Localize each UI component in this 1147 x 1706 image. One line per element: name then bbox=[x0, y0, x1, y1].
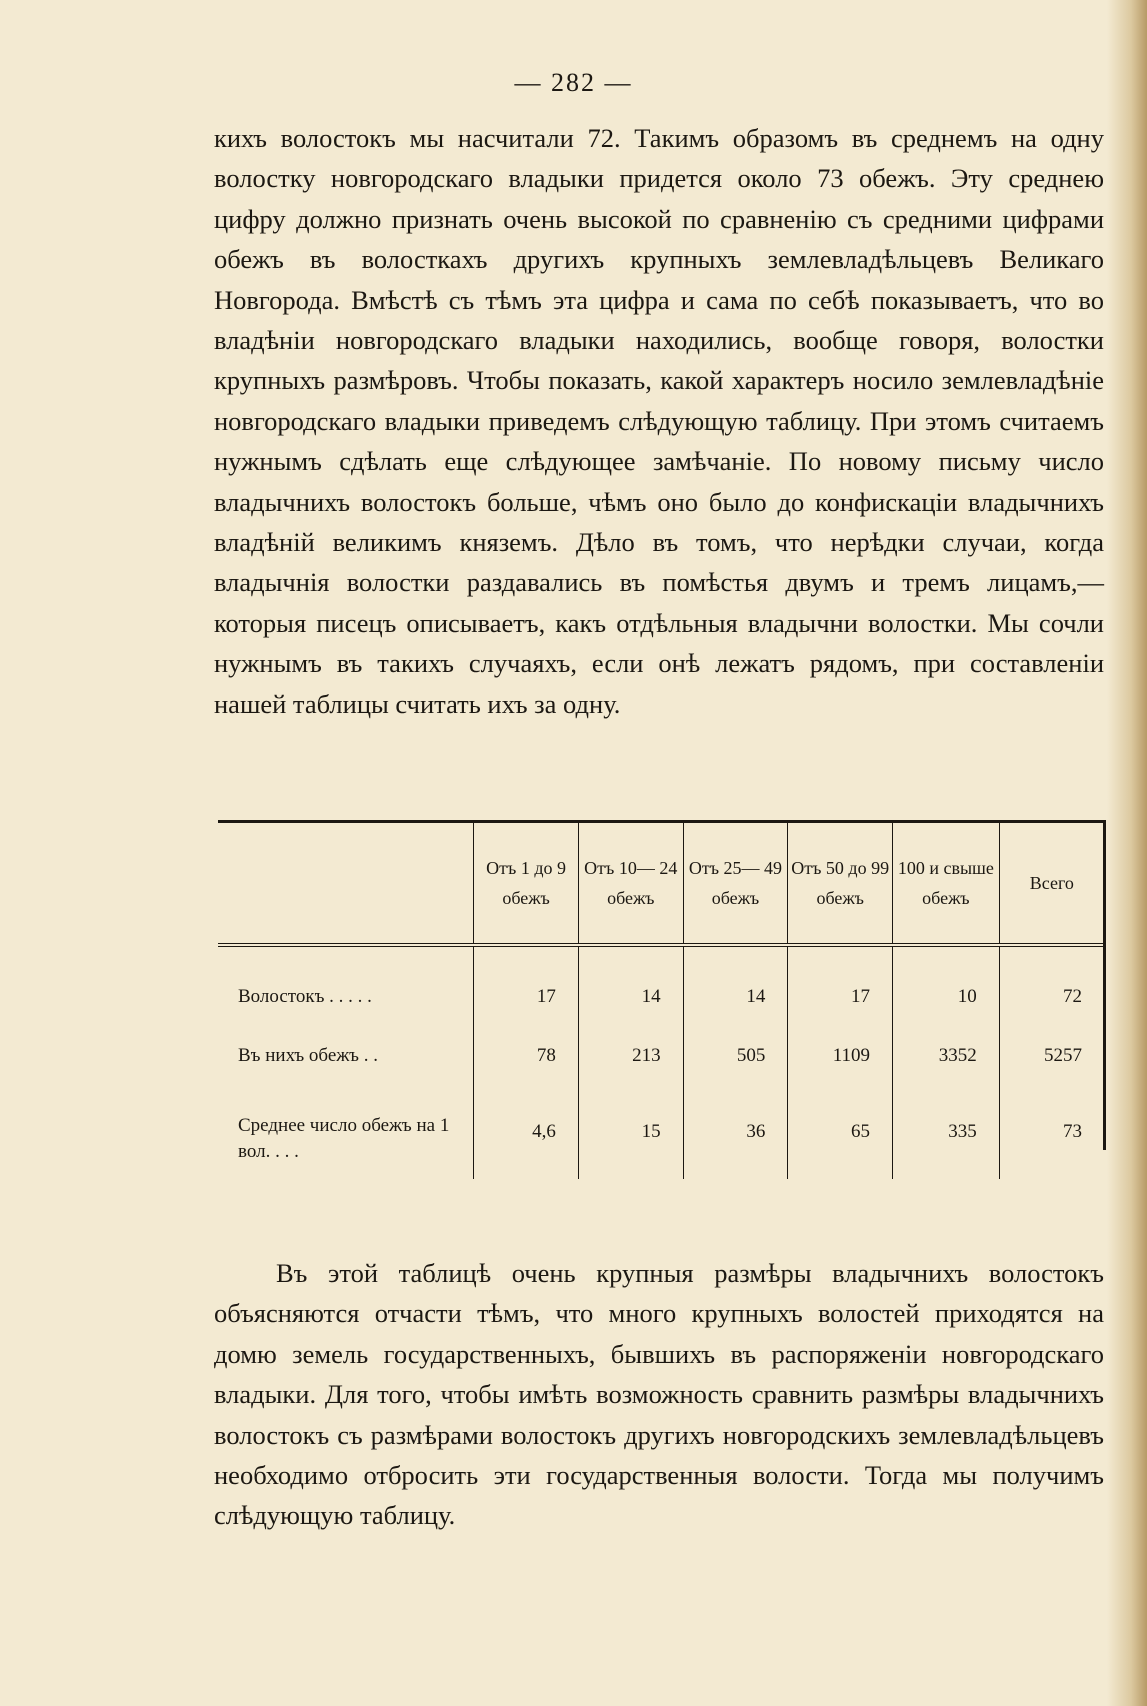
table-cell: 213 bbox=[578, 1027, 683, 1085]
paragraph-2: Въ этой таблицѣ очень крупныя размѣры владычнихъ волостокъ объясняются отчасти тѣмъ, что много крупныхъ волостей приходятся на домю земель государственныхъ, бывшихъ въ распоряженіи новгородскаго владыки. Для того, чтобы имѣть возможность сравнить размѣры владычнихъ волостокъ съ размѣрами волостокъ другихъ новгородскихъ землевладѣльцевъ необходимо отбросить эти государственныя волости. Тогда мы получимъ слѣдующую таблицу. bbox=[214, 1258, 1104, 1531]
statistics-table bbox=[218, 820, 1104, 1190]
table-header-col-1: Отъ 1 до 9 обежъ bbox=[474, 822, 579, 946]
row-label-average: Среднее число обежъ на 1 вол. . . . bbox=[238, 1115, 450, 1162]
paragraph-1: кихъ волостокъ мы насчитали 72. Такимъ образомъ въ среднемъ на одну волостку новгородскаго владыки придется около 73 обежъ. Эту среднею цифру должно признать очень высокой по сравненію съ средними цифрами обежъ въ волосткахъ другихъ крупныхъ землевладѣльцевъ Великаго Новгорода. Вмѣстѣ съ тѣмъ эта цифра и сама по себѣ показываетъ, что во владѣніи новгородскаго владыки находились, вообще говоря, волостки крупныхъ размѣровъ. Чтобы показать, какой характеръ носило землевладѣніе новгородскаго владыки приведемъ слѣдующую таблицу. При этомъ считаемъ нужнымъ сдѣлать еще слѣдующее замѣчаніе. По новому письму число владычнихъ волостокъ больше, чѣмъ оно было до конфискаціи владычнихъ владѣній великимъ княземъ. Дѣло въ томъ, что нерѣдки случаи, когда владычнія волостки раздавались въ помѣстья двумъ и тремъ лицамъ,—которыя писецъ описываетъ, какъ отдѣльныя владычни волостки. Мы сочли нужнымъ въ такихъ случаяхъ, если онѣ лежатъ рядомъ, при составленіи нашей таблицы считать ихъ за одну. bbox=[214, 123, 1104, 719]
row-label-obezh: Въ нихъ обежъ . . bbox=[238, 1045, 378, 1066]
table-cell: 10 bbox=[893, 947, 1000, 1027]
table-header-col-5: 100 и свыше обежъ bbox=[893, 822, 1000, 946]
table-right-rule bbox=[1103, 820, 1106, 1150]
table-cell: 1109 bbox=[788, 1027, 893, 1085]
table-cell: 14 bbox=[683, 947, 788, 1027]
row-label-volostok: Волостокъ . . . . . bbox=[238, 986, 372, 1007]
table-cell: 15 bbox=[578, 1085, 683, 1179]
table-cell: 65 bbox=[788, 1085, 893, 1179]
page-number: — 282 — bbox=[514, 68, 633, 97]
table-cell: 78 bbox=[474, 1027, 579, 1085]
table-cell: 3352 bbox=[893, 1027, 1000, 1085]
table-cell: 72 bbox=[999, 947, 1104, 1027]
table-cell: 17 bbox=[788, 947, 893, 1027]
table-row bbox=[218, 1027, 1104, 1085]
table-header-col-3: Отъ 25— 49 обежъ bbox=[683, 822, 788, 946]
table-row bbox=[218, 1085, 1104, 1179]
table-header-col-4: Отъ 50 до 99 обежъ bbox=[788, 822, 893, 946]
page-edge-shadow bbox=[1107, 0, 1147, 1706]
table-header-col-2: Отъ 10— 24 обежъ bbox=[578, 822, 683, 946]
table-cell: 73 bbox=[999, 1085, 1104, 1179]
table-row bbox=[218, 947, 1104, 1027]
table-header-col-6: Всего bbox=[999, 822, 1104, 946]
table-cell: 5257 bbox=[999, 1027, 1104, 1085]
table-cell: 335 bbox=[893, 1085, 1000, 1179]
table-header-corner bbox=[218, 822, 474, 946]
table-cell: 505 bbox=[683, 1027, 788, 1085]
table-cell: 17 bbox=[474, 947, 579, 1027]
table-cell: 14 bbox=[578, 947, 683, 1027]
table-header-row bbox=[218, 822, 1104, 946]
table-cell: 36 bbox=[683, 1085, 788, 1179]
table-cell: 4,6 bbox=[474, 1085, 579, 1179]
